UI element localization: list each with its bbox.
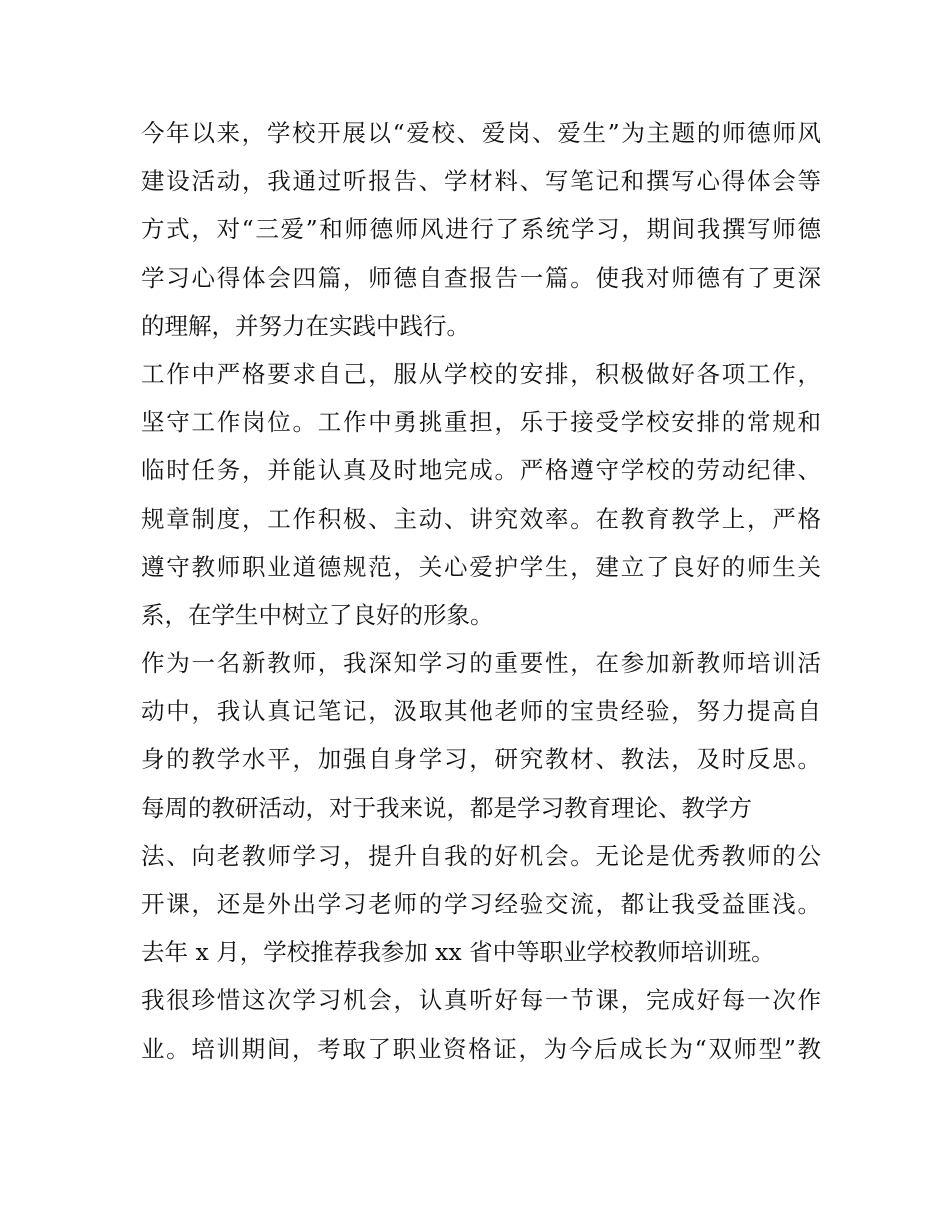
text-line: 开课，还是外出学习老师的学习经验交流，都让我受益匪浅。 xyxy=(141,890,821,918)
text-line: 今年以来，学校开展以“爱校、爱岗、爱生”为主题的师德师风 xyxy=(141,119,821,147)
text-line: 遵守教师职业道德规范，关心爱护学生，建立了良好的师生关 xyxy=(141,552,821,581)
text-line: 学习心得体会四篇，师德自查报告一篇。使我对师德有了更深 xyxy=(141,263,821,292)
text-line: 去年 x 月，学校推荐我参加 xx 省中等职业学校教师培训班。 xyxy=(141,938,775,967)
text-line: 方式，对“三爱”和师德师风进行了系统学习，期间我撰写师德 xyxy=(141,215,821,244)
text-line: 我很珍惜这次学习机会，认真听好每一节课，完成好每一次作 xyxy=(141,986,821,1015)
document-body xyxy=(141,109,821,1073)
text-line: 作为一名新教师，我深知学习的重要性，在参加新教师培训活 xyxy=(141,649,821,678)
text-line: 的理解，并努力在实践中践行。 xyxy=(141,311,470,340)
text-line: 临时任务，并能认真及时地完成。严格遵守学校的劳动纪律、 xyxy=(141,456,821,485)
text-line: 坚守工作岗位。工作中勇挑重担，乐于接受学校安排的常规和 xyxy=(141,408,821,437)
paragraph-1 xyxy=(141,109,821,350)
paragraph-2 xyxy=(141,350,821,639)
text-line: 工作中严格要求自己，服从学校的安排，积极做好各项工作， xyxy=(141,359,821,388)
text-line: 规章制度，工作积极、主动、讲究效率。在教育教学上，严格 xyxy=(141,504,821,533)
text-line: 每周的教研活动，对于我来说，都是学习教育理论、教学方 xyxy=(141,793,752,822)
text-line: 身的教学水平，加强自身学习，研究教材、教法，及时反思。 xyxy=(141,745,821,774)
text-line: 业。培训期间，考取了职业资格证，为今后成长为“双师型”教 xyxy=(141,1034,821,1063)
text-line: 法、向老教师学习，提升自我的好机会。无论是优秀教师的公 xyxy=(141,841,821,870)
text-line: 系，在学生中树立了良好的形象。 xyxy=(141,600,494,629)
text-line: 动中，我认真记笔记，汲取其他老师的宝贵经验，努力提高自 xyxy=(141,697,821,726)
text-line: 建设活动，我通过听报告、学材料、写笔记和撰写心得体会等 xyxy=(141,167,821,196)
paragraph-3 xyxy=(141,639,821,1073)
